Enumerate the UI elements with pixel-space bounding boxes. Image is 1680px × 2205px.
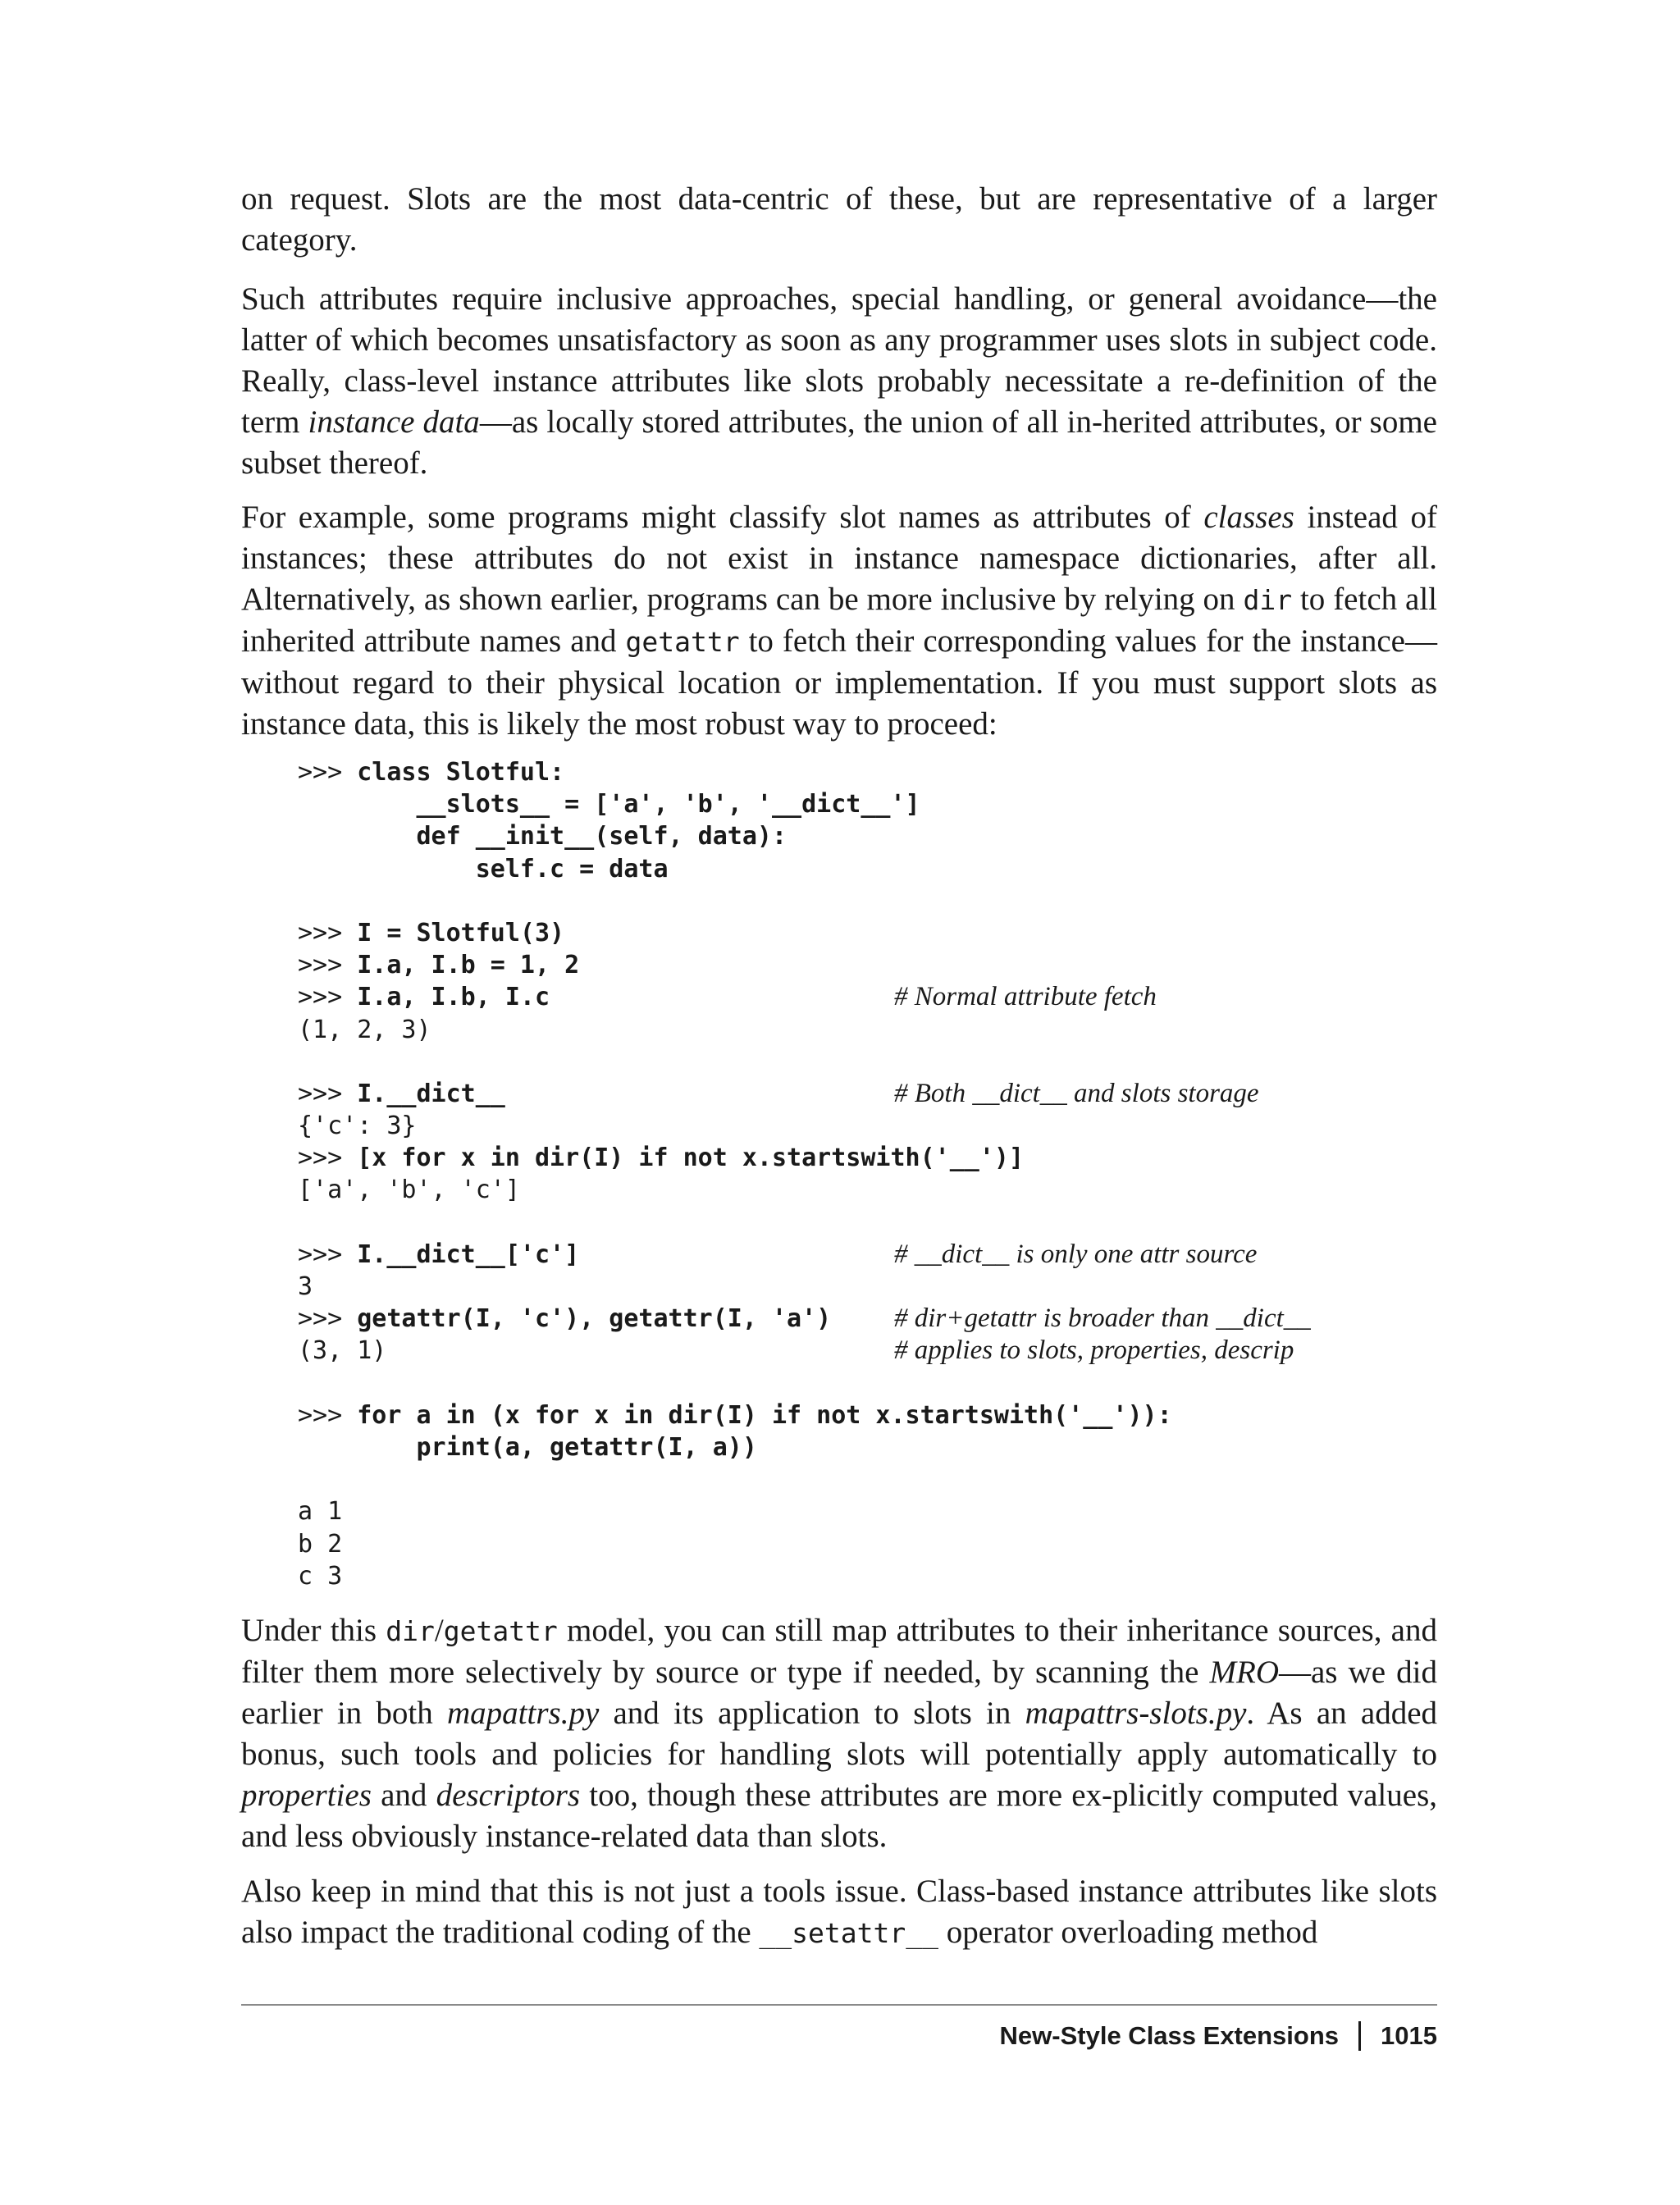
code-text: __slots__ = ['a', 'b', '__dict__'] xyxy=(298,790,920,819)
paragraph-4 xyxy=(241,1610,1437,1857)
prompt: >>> xyxy=(298,918,358,947)
text-run: Under this xyxy=(241,1613,386,1648)
emphasis: properties xyxy=(241,1778,372,1813)
code-line xyxy=(298,853,1446,885)
paragraph-1 xyxy=(241,179,1437,261)
prompt: >>> xyxy=(298,951,358,980)
footer-divider xyxy=(241,2004,1437,2006)
paragraph-5 xyxy=(241,1871,1437,1954)
code-text: [x for x in dir(I) if not x.startswith('__')] xyxy=(357,1144,1025,1173)
paragraph-2 xyxy=(241,279,1437,484)
code-text: class Slotful: xyxy=(357,758,565,787)
text-run: . As an added bonus, such tools and policies for handling slots will potentially apply automatically to xyxy=(241,1696,1438,1772)
emphasis: descriptors xyxy=(436,1778,581,1813)
prompt: >>> xyxy=(298,758,358,787)
blank-line xyxy=(298,885,1446,917)
code-line xyxy=(298,1560,1446,1592)
prompt: >>> xyxy=(298,1400,358,1430)
inline-code: __setattr__ xyxy=(759,1917,938,1949)
code-line xyxy=(298,917,1446,949)
text-run: model, you can still map attributes to their inheritance sources, and filter them more selectively by source or type if needed, by scanning the xyxy=(241,1613,1437,1690)
code-text: I.__dict__ xyxy=(357,1079,505,1108)
code-text: I.a, I.b = 1, 2 xyxy=(357,951,580,980)
code-output: c 3 xyxy=(298,1561,343,1591)
prompt: >>> xyxy=(298,1239,358,1269)
code-text: I.a, I.b, I.c xyxy=(357,983,550,1012)
text-run: operator overloading method xyxy=(938,1915,1318,1950)
text-run: to fetch all inherited attribute names and xyxy=(241,582,1438,659)
text-run: —as we did earlier in both xyxy=(241,1655,1437,1731)
code-comment: # dir+getattr is broader than __dict__ xyxy=(894,1303,1311,1334)
emphasis: classes xyxy=(1203,500,1294,535)
code-text: def __init__(self, data): xyxy=(298,822,788,851)
code-line xyxy=(298,1399,1446,1431)
code-output: a 1 xyxy=(298,1497,343,1527)
paragraph-3 xyxy=(241,497,1437,745)
code-line xyxy=(298,1110,1446,1142)
blank-line xyxy=(298,1463,1446,1495)
code-line xyxy=(298,981,1446,1013)
blank-line xyxy=(298,1207,1446,1239)
text-run: on request. Slots are the most data-centric of these, but are representative of a larger category. xyxy=(241,181,1437,258)
blank-line xyxy=(298,1367,1446,1399)
text-run: For example, some programs might classify slot names as attributes of xyxy=(241,500,1204,535)
emphasis: MRO xyxy=(1209,1655,1279,1690)
code-line xyxy=(298,1014,1446,1046)
code-line xyxy=(298,1078,1446,1110)
code-output: (1, 2, 3) xyxy=(298,1015,431,1044)
code-line xyxy=(298,1142,1446,1174)
emphasis: instance data xyxy=(308,404,480,440)
code-line xyxy=(298,949,1446,981)
section-title: New-Style Class Extensions xyxy=(999,2021,1340,2050)
code-output: b 2 xyxy=(298,1529,343,1559)
code-output: (3, 1) xyxy=(298,1336,387,1366)
code-line xyxy=(298,1239,1446,1271)
code-text: I = Slotful(3) xyxy=(357,918,565,947)
text-run: and xyxy=(371,1778,436,1813)
code-text: self.c = data xyxy=(298,854,669,883)
text-run: —as locally stored attributes, the union of all in-herited attributes, or some subset thereof. xyxy=(241,404,1437,481)
footer-separator xyxy=(1358,2021,1361,2051)
page-footer xyxy=(1000,2020,1437,2052)
code-line xyxy=(298,1431,1446,1463)
text-run: / xyxy=(434,1613,444,1648)
code-output: 3 xyxy=(298,1272,313,1301)
code-line xyxy=(298,1528,1446,1560)
text-run: and its application to slots in xyxy=(599,1696,1025,1731)
code-text: getattr(I, 'c'), getattr(I, 'a') xyxy=(357,1304,832,1334)
code-output: {'c': 3} xyxy=(298,1112,417,1141)
code-line xyxy=(298,1174,1446,1206)
prompt: >>> xyxy=(298,1304,358,1334)
inline-code: dir xyxy=(1243,584,1293,616)
prompt: >>> xyxy=(298,1144,358,1173)
blank-line xyxy=(298,1046,1446,1078)
code-line xyxy=(298,1271,1446,1303)
code-comment: # Both __dict__ and slots storage xyxy=(894,1078,1259,1108)
text-run: Also keep in mind that this is not just a tools issue. Class-based instance attributes like slots also impact the traditional coding of the xyxy=(241,1874,1437,1950)
text-run: instead of instances; these attributes do not exist in instance namespace dictionaries, after all. Alternatively, as shown earlier, programs can be more inclusive by relying on xyxy=(241,500,1437,617)
code-text: print(a, getattr(I, a)) xyxy=(298,1432,757,1462)
code-output: ['a', 'b', 'c'] xyxy=(298,1176,520,1205)
text-run: Such attributes require inclusive approaches, special handling, or general avoidance—the latter of which becomes unsatisfactory as soon as any programmer uses slots in subject code. Really, class-level instance attributes like slots probably necessitate a re-definition of the term xyxy=(241,281,1437,440)
code-comment: # Normal attribute fetch xyxy=(894,982,1157,1012)
prompt: >>> xyxy=(298,1079,358,1108)
code-comment: # __dict__ is only one attr source xyxy=(894,1239,1258,1269)
code-line xyxy=(298,756,1446,788)
page-number: 1015 xyxy=(1381,2021,1437,2050)
prompt: >>> xyxy=(298,983,358,1012)
code-text: I.__dict__['c'] xyxy=(357,1239,580,1269)
code-text: for a in (x for x in dir(I) if not x.startswith('__')): xyxy=(357,1400,1172,1430)
code-line xyxy=(298,1303,1446,1335)
inline-code: dir xyxy=(386,1615,435,1647)
code-example xyxy=(298,756,1446,1592)
inline-code: getattr xyxy=(443,1615,558,1647)
code-line xyxy=(298,1495,1446,1527)
emphasis: mapattrs.py xyxy=(447,1696,600,1731)
emphasis: mapattrs-slots.py xyxy=(1025,1696,1247,1731)
code-comment: # applies to slots, properties, descrip xyxy=(894,1335,1294,1366)
text-run: to fetch their corresponding values for the instance—without regard to their physical location or implementation. If you must support slots as instance data, this is likely the most robust way to proceed: xyxy=(241,623,1437,742)
inline-code: getattr xyxy=(625,626,740,658)
code-line xyxy=(298,820,1446,852)
code-line xyxy=(298,788,1446,820)
code-line xyxy=(298,1335,1446,1367)
text-run: too, though these attributes are more ex-plicitly computed values, and less obviously instance-related data than slots. xyxy=(241,1778,1438,1854)
